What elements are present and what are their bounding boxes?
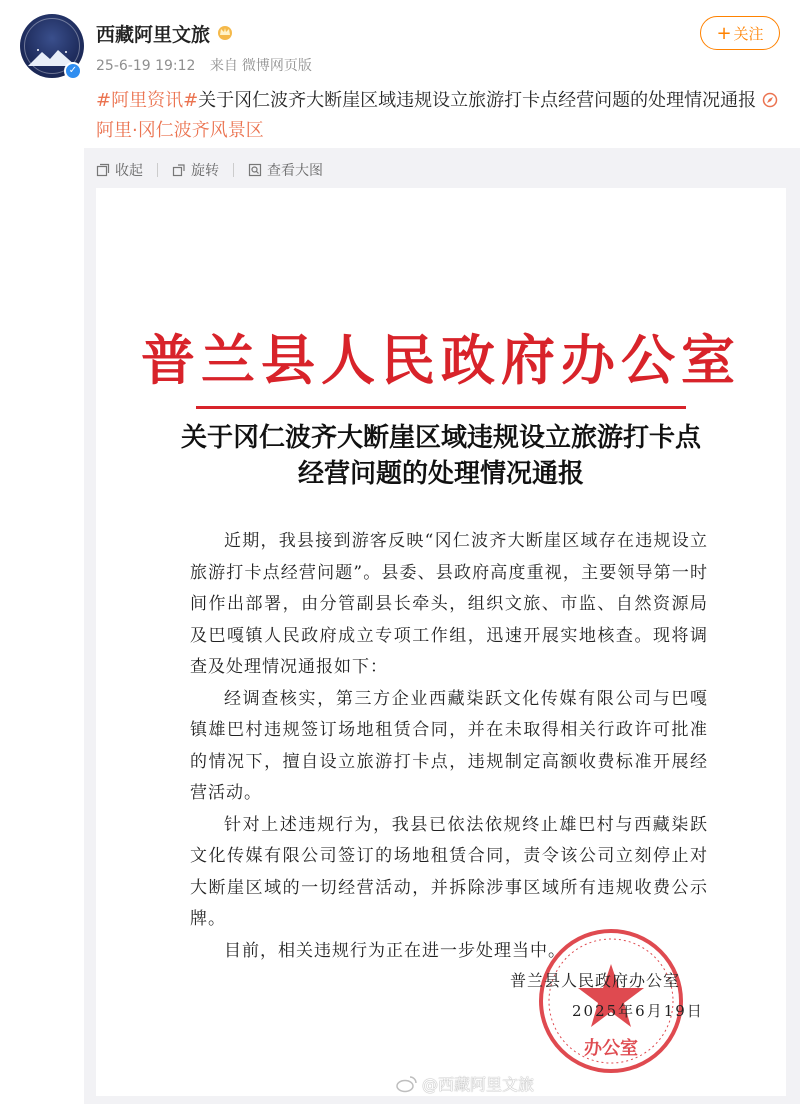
watermark [396, 1072, 534, 1095]
author-name[interactable]: 西藏阿里文旅 [96, 24, 211, 46]
doc-title-line2: 经营问题的处理情况通报 [297, 459, 584, 489]
rotate-label: 旋转 [191, 163, 219, 179]
media-toolbar [96, 160, 323, 180]
svg-text:办公室: 办公室 [584, 1038, 638, 1059]
media-box [84, 148, 800, 1104]
location-link[interactable]: 阿里·冈仁波齐风景区 [96, 120, 264, 141]
post-timestamp[interactable]: 25-6-19 19:12 [96, 58, 196, 74]
doc-paragraph: 近期，我县接到游客反映“冈仁波齐大断崖区域存在违规设立旅游打卡点经营问题”。县委、县政府高度重视，主要领导第一时间作出部署，由分管副县长牵头，组织文旅、市监、自然资源局及巴嘎镇人民政府成立专项工作组，迅速开展实地核查。现将调查及处理情况通报如下： [190, 531, 708, 677]
watermark-text: @西藏阿里文旅 [422, 1075, 535, 1094]
doc-red-rule [196, 406, 686, 409]
doc-signature: 普兰县人民政府办公室 [510, 971, 681, 990]
follow-button[interactable] [700, 16, 780, 50]
crown-icon [216, 24, 234, 40]
hashtag-link[interactable]: #阿里资讯# [96, 90, 199, 111]
post-source: 微博网页版 [241, 58, 312, 74]
doc-date: 2025年6月19日 [572, 1002, 704, 1020]
toolbar-divider [157, 163, 158, 177]
location-icon [762, 92, 778, 108]
verified-icon: ✓ [64, 62, 82, 80]
post-meta [96, 55, 322, 75]
rotate-icon [172, 163, 186, 177]
post-text [96, 86, 786, 146]
document-image[interactable] [96, 188, 786, 1096]
toolbar-divider [233, 163, 234, 177]
doc-paragraph: 经调查核实，第三方企业西藏柒跃文化传媒有限公司与巴嘎镇雄巴村违规签订场地租赁合同，并在未取得相关行政许可批准的情况下，擅自设立旅游打卡点，违规制定高额收费标准开展经营活动。 [190, 688, 708, 803]
zoom-icon [248, 163, 262, 177]
collapse-icon [96, 163, 110, 177]
source-prefix: 来自 [209, 58, 238, 74]
weibo-icon [396, 1075, 418, 1093]
doc-title [96, 420, 786, 492]
doc-body [190, 526, 708, 967]
collapse-button[interactable] [96, 160, 143, 180]
doc-paragraph: 目前，相关违规行为正在进一步处理当中。 [224, 940, 566, 961]
post-body: 关于冈仁波齐大断崖区域违规设立旅游打卡点经营问题的处理情况通报 [198, 90, 757, 111]
doc-title-line1: 关于冈仁波齐大断崖区域违规设立旅游打卡点 [180, 423, 701, 453]
view-large-label: 查看大图 [267, 163, 323, 179]
doc-org-header: 普兰县人民政府办公室 [141, 328, 741, 392]
rotate-button[interactable] [172, 160, 219, 180]
follow-label: 关注 [733, 24, 764, 43]
plus-icon: + [716, 22, 732, 44]
view-large-button[interactable] [248, 160, 323, 180]
doc-paragraph: 针对上述违规行为，我县已依法依规终止雄巴村与西藏柒跃文化传媒有限公司签订的场地租赁合同，责令该公司立刻停止对大断崖区域的一切经营活动，并拆除涉事区域所有违规收费公示牌。 [190, 814, 708, 929]
collapse-label: 收起 [115, 163, 143, 179]
